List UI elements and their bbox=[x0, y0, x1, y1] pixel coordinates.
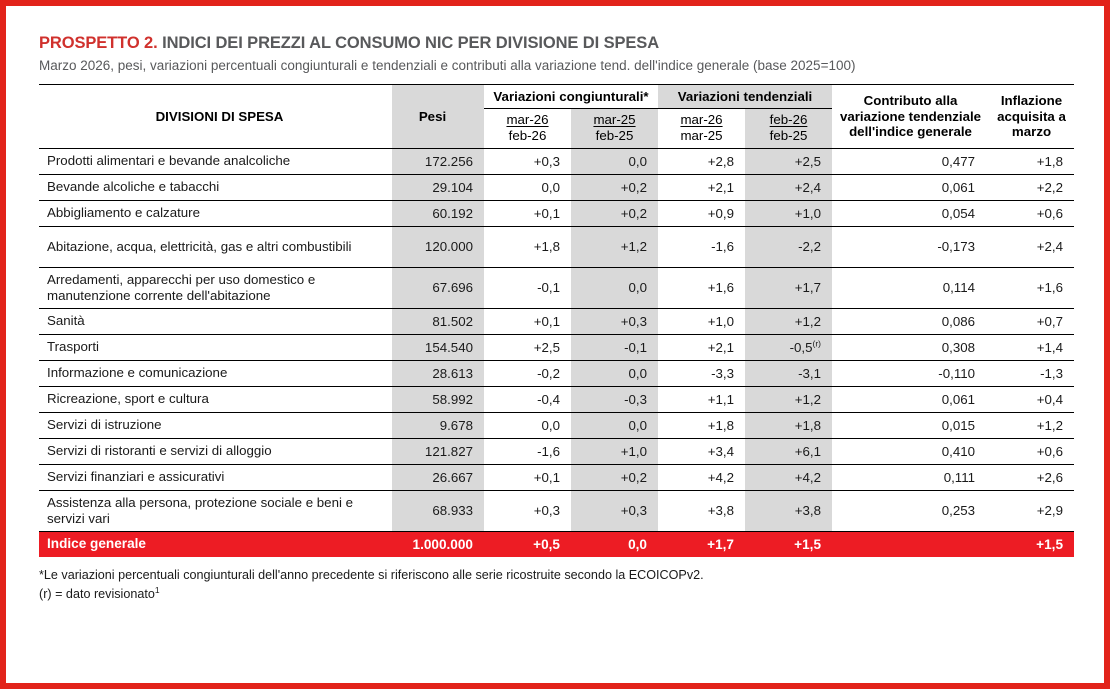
row-inflazione: +2,2 bbox=[989, 174, 1074, 200]
row-pesi: 26.667 bbox=[392, 464, 484, 490]
column-header-cong-mar26-feb26 bbox=[484, 108, 571, 148]
row-tend1: +1,6 bbox=[658, 267, 745, 308]
row-cong2: +0,2 bbox=[571, 174, 658, 200]
table-row bbox=[39, 334, 1074, 360]
row-tend2: +1,2 bbox=[745, 308, 832, 334]
table-row bbox=[39, 412, 1074, 438]
page-title bbox=[39, 34, 1074, 53]
row-cong1: +0,3 bbox=[484, 490, 571, 531]
row-contributo: 0,061 bbox=[832, 174, 989, 200]
row-label: Ricreazione, sport e cultura bbox=[39, 386, 392, 412]
row-tend2: +3,8 bbox=[745, 490, 832, 531]
total-cong1: +0,5 bbox=[484, 531, 571, 557]
row-cong2: +1,0 bbox=[571, 438, 658, 464]
row-tend2: +4,2 bbox=[745, 464, 832, 490]
row-contributo: 0,015 bbox=[832, 412, 989, 438]
row-inflazione: +0,6 bbox=[989, 200, 1074, 226]
row-cong1: -1,6 bbox=[484, 438, 571, 464]
row-tend2: -2,2 bbox=[745, 226, 832, 267]
table-row bbox=[39, 148, 1074, 174]
row-tend1: +2,1 bbox=[658, 174, 745, 200]
total-tend2: +1,5 bbox=[745, 531, 832, 557]
row-cong1: +0,1 bbox=[484, 464, 571, 490]
row-cong1: 0,0 bbox=[484, 174, 571, 200]
row-pesi: 81.502 bbox=[392, 308, 484, 334]
row-inflazione: +0,7 bbox=[989, 308, 1074, 334]
row-tend2: -3,1 bbox=[745, 360, 832, 386]
row-tend2: +1,0 bbox=[745, 200, 832, 226]
period-denominator: feb-25 bbox=[769, 128, 808, 144]
row-pesi: 29.104 bbox=[392, 174, 484, 200]
title-prefix: PROSPETTO 2. bbox=[39, 34, 158, 52]
row-tend1: -1,6 bbox=[658, 226, 745, 267]
row-pesi: 154.540 bbox=[392, 334, 484, 360]
row-cong2: +0,3 bbox=[571, 308, 658, 334]
table-row bbox=[39, 490, 1074, 531]
row-cong1: +0,3 bbox=[484, 148, 571, 174]
row-cong1: +0,1 bbox=[484, 308, 571, 334]
prospetto-table bbox=[39, 84, 1074, 557]
column-header-group-congiunturali: Variazioni congiunturali* bbox=[484, 85, 658, 108]
period-numerator: mar-26 bbox=[506, 111, 549, 127]
row-cong2: 0,0 bbox=[571, 148, 658, 174]
row-label: Servizi finanziari e assicurativi bbox=[39, 464, 392, 490]
row-label: Trasporti bbox=[39, 334, 392, 360]
footnote-revised bbox=[39, 585, 1074, 605]
row-inflazione: +1,6 bbox=[989, 267, 1074, 308]
column-header-tend-feb26-feb25 bbox=[745, 108, 832, 148]
column-header-tend-mar26-mar25 bbox=[658, 108, 745, 148]
row-tend2: +2,4 bbox=[745, 174, 832, 200]
row-tend1: +1,8 bbox=[658, 412, 745, 438]
row-pesi: 68.933 bbox=[392, 490, 484, 531]
page-subtitle: Marzo 2026, pesi, variazioni percentuali congiunturali e tendenziali e contributi alla variazione tend. dell'indice generale (base 2025=100) bbox=[39, 57, 856, 73]
revised-marker: (r) bbox=[812, 338, 822, 349]
row-tend1: +1,1 bbox=[658, 386, 745, 412]
row-label: Servizi di ristoranti e servizi di alloggio bbox=[39, 438, 392, 464]
column-header-contributo: Contributo alla variazione tendenziale dell'indice generale bbox=[832, 85, 989, 149]
row-cong2: 0,0 bbox=[571, 267, 658, 308]
footnote-asterisk: *Le variazioni percentuali congiunturali dell'anno precedente si riferiscono alle serie ricostruite secondo la ECOICOPv2. bbox=[39, 567, 704, 582]
row-tend2: +1,2 bbox=[745, 386, 832, 412]
period-numerator: mar-26 bbox=[680, 111, 723, 127]
table-header bbox=[39, 85, 1074, 149]
row-pesi: 60.192 bbox=[392, 200, 484, 226]
row-contributo: -0,173 bbox=[832, 226, 989, 267]
table-row bbox=[39, 226, 1074, 267]
row-tend2: +6,1 bbox=[745, 438, 832, 464]
row-pesi: 172.256 bbox=[392, 148, 484, 174]
row-tend1: +2,1 bbox=[658, 334, 745, 360]
period-denominator: mar-25 bbox=[680, 128, 723, 144]
row-label: Servizi di istruzione bbox=[39, 412, 392, 438]
row-cong2: 0,0 bbox=[571, 412, 658, 438]
row-inflazione: +1,4 bbox=[989, 334, 1074, 360]
row-cong2: +0,2 bbox=[571, 200, 658, 226]
row-inflazione: +2,4 bbox=[989, 226, 1074, 267]
footnote-ref-marker: 1 bbox=[154, 585, 160, 596]
row-cong2: -0,1 bbox=[571, 334, 658, 360]
total-inflazione: +1,5 bbox=[989, 531, 1074, 557]
row-label: Prodotti alimentari e bevande analcoliche bbox=[39, 148, 392, 174]
row-contributo: 0,111 bbox=[832, 464, 989, 490]
table-row bbox=[39, 386, 1074, 412]
row-cong1: -0,2 bbox=[484, 360, 571, 386]
row-tend2: +1,7 bbox=[745, 267, 832, 308]
row-inflazione: -1,3 bbox=[989, 360, 1074, 386]
row-contributo: -0,110 bbox=[832, 360, 989, 386]
row-cong2: +1,2 bbox=[571, 226, 658, 267]
row-cong1: +1,8 bbox=[484, 226, 571, 267]
period-denominator: feb-26 bbox=[508, 128, 547, 144]
row-tend2 bbox=[745, 334, 832, 360]
row-inflazione: +2,9 bbox=[989, 490, 1074, 531]
footnotes bbox=[39, 566, 1074, 605]
table-row bbox=[39, 464, 1074, 490]
row-label: Abitazione, acqua, elettricità, gas e altri combustibili bbox=[39, 226, 392, 267]
table-row bbox=[39, 360, 1074, 386]
row-label: Informazione e comunicazione bbox=[39, 360, 392, 386]
total-tend1: +1,7 bbox=[658, 531, 745, 557]
row-cong2: -0,3 bbox=[571, 386, 658, 412]
row-cong1: +0,1 bbox=[484, 200, 571, 226]
row-contributo: 0,114 bbox=[832, 267, 989, 308]
column-header-cong-mar25-feb25 bbox=[571, 108, 658, 148]
table-row bbox=[39, 438, 1074, 464]
row-tend1: +0,9 bbox=[658, 200, 745, 226]
row-cong1: 0,0 bbox=[484, 412, 571, 438]
row-label: Assistenza alla persona, protezione sociale e beni e servizi vari bbox=[39, 490, 392, 531]
table-row bbox=[39, 267, 1074, 308]
row-tend1: +2,8 bbox=[658, 148, 745, 174]
row-contributo: 0,477 bbox=[832, 148, 989, 174]
row-tend1: +3,8 bbox=[658, 490, 745, 531]
row-inflazione: +1,2 bbox=[989, 412, 1074, 438]
total-label: Indice generale bbox=[39, 531, 392, 557]
row-tend1: +4,2 bbox=[658, 464, 745, 490]
table-row bbox=[39, 200, 1074, 226]
row-contributo: 0,410 bbox=[832, 438, 989, 464]
column-header-pesi: Pesi bbox=[392, 85, 484, 149]
row-contributo: 0,061 bbox=[832, 386, 989, 412]
title-main: INDICI DEI PREZZI AL CONSUMO NIC PER DIVISIONE DI SPESA bbox=[162, 34, 660, 52]
row-inflazione: +0,4 bbox=[989, 386, 1074, 412]
footnote-revised-text: (r) = dato revisionato bbox=[39, 587, 155, 602]
table-body bbox=[39, 148, 1074, 557]
row-pesi: 28.613 bbox=[392, 360, 484, 386]
header-row-groups bbox=[39, 85, 1074, 108]
period-numerator: mar-25 bbox=[593, 111, 636, 127]
row-label: Sanità bbox=[39, 308, 392, 334]
row-inflazione: +2,6 bbox=[989, 464, 1074, 490]
row-contributo: 0,308 bbox=[832, 334, 989, 360]
row-cong2: +0,3 bbox=[571, 490, 658, 531]
row-cong1: +2,5 bbox=[484, 334, 571, 360]
row-pesi: 9.678 bbox=[392, 412, 484, 438]
total-cong2: 0,0 bbox=[571, 531, 658, 557]
row-cong2: 0,0 bbox=[571, 360, 658, 386]
total-pesi: 1.000.000 bbox=[392, 531, 484, 557]
row-tend1: +3,4 bbox=[658, 438, 745, 464]
row-cong2: +0,2 bbox=[571, 464, 658, 490]
total-row bbox=[39, 531, 1074, 557]
column-header-group-tendenziali: Variazioni tendenziali bbox=[658, 85, 832, 108]
period-numerator: feb-26 bbox=[769, 111, 808, 127]
page-content bbox=[6, 6, 1104, 683]
row-tend2: +2,5 bbox=[745, 148, 832, 174]
table-row bbox=[39, 174, 1074, 200]
row-label: Abbigliamento e calzature bbox=[39, 200, 392, 226]
row-pesi: 67.696 bbox=[392, 267, 484, 308]
row-contributo: 0,086 bbox=[832, 308, 989, 334]
row-cong1: -0,4 bbox=[484, 386, 571, 412]
column-header-divisions: DIVISIONI DI SPESA bbox=[39, 85, 392, 149]
row-label: Bevande alcoliche e tabacchi bbox=[39, 174, 392, 200]
total-contributo bbox=[832, 531, 989, 557]
row-pesi: 120.000 bbox=[392, 226, 484, 267]
table-row bbox=[39, 308, 1074, 334]
row-pesi: 58.992 bbox=[392, 386, 484, 412]
row-inflazione: +0,6 bbox=[989, 438, 1074, 464]
row-pesi: 121.827 bbox=[392, 438, 484, 464]
row-tend2: +1,8 bbox=[745, 412, 832, 438]
row-contributo: 0,054 bbox=[832, 200, 989, 226]
row-label: Arredamenti, apparecchi per uso domestico e manutenzione corrente dell'abitazione bbox=[39, 267, 392, 308]
row-inflazione: +1,8 bbox=[989, 148, 1074, 174]
row-tend1: -3,3 bbox=[658, 360, 745, 386]
row-contributo: 0,253 bbox=[832, 490, 989, 531]
row-tend2-value: -0,5 bbox=[789, 339, 813, 355]
row-cong1: -0,1 bbox=[484, 267, 571, 308]
period-denominator: feb-25 bbox=[595, 128, 634, 144]
column-header-inflazione: Inflazione acquisita a marzo bbox=[989, 85, 1074, 149]
row-tend1: +1,0 bbox=[658, 308, 745, 334]
